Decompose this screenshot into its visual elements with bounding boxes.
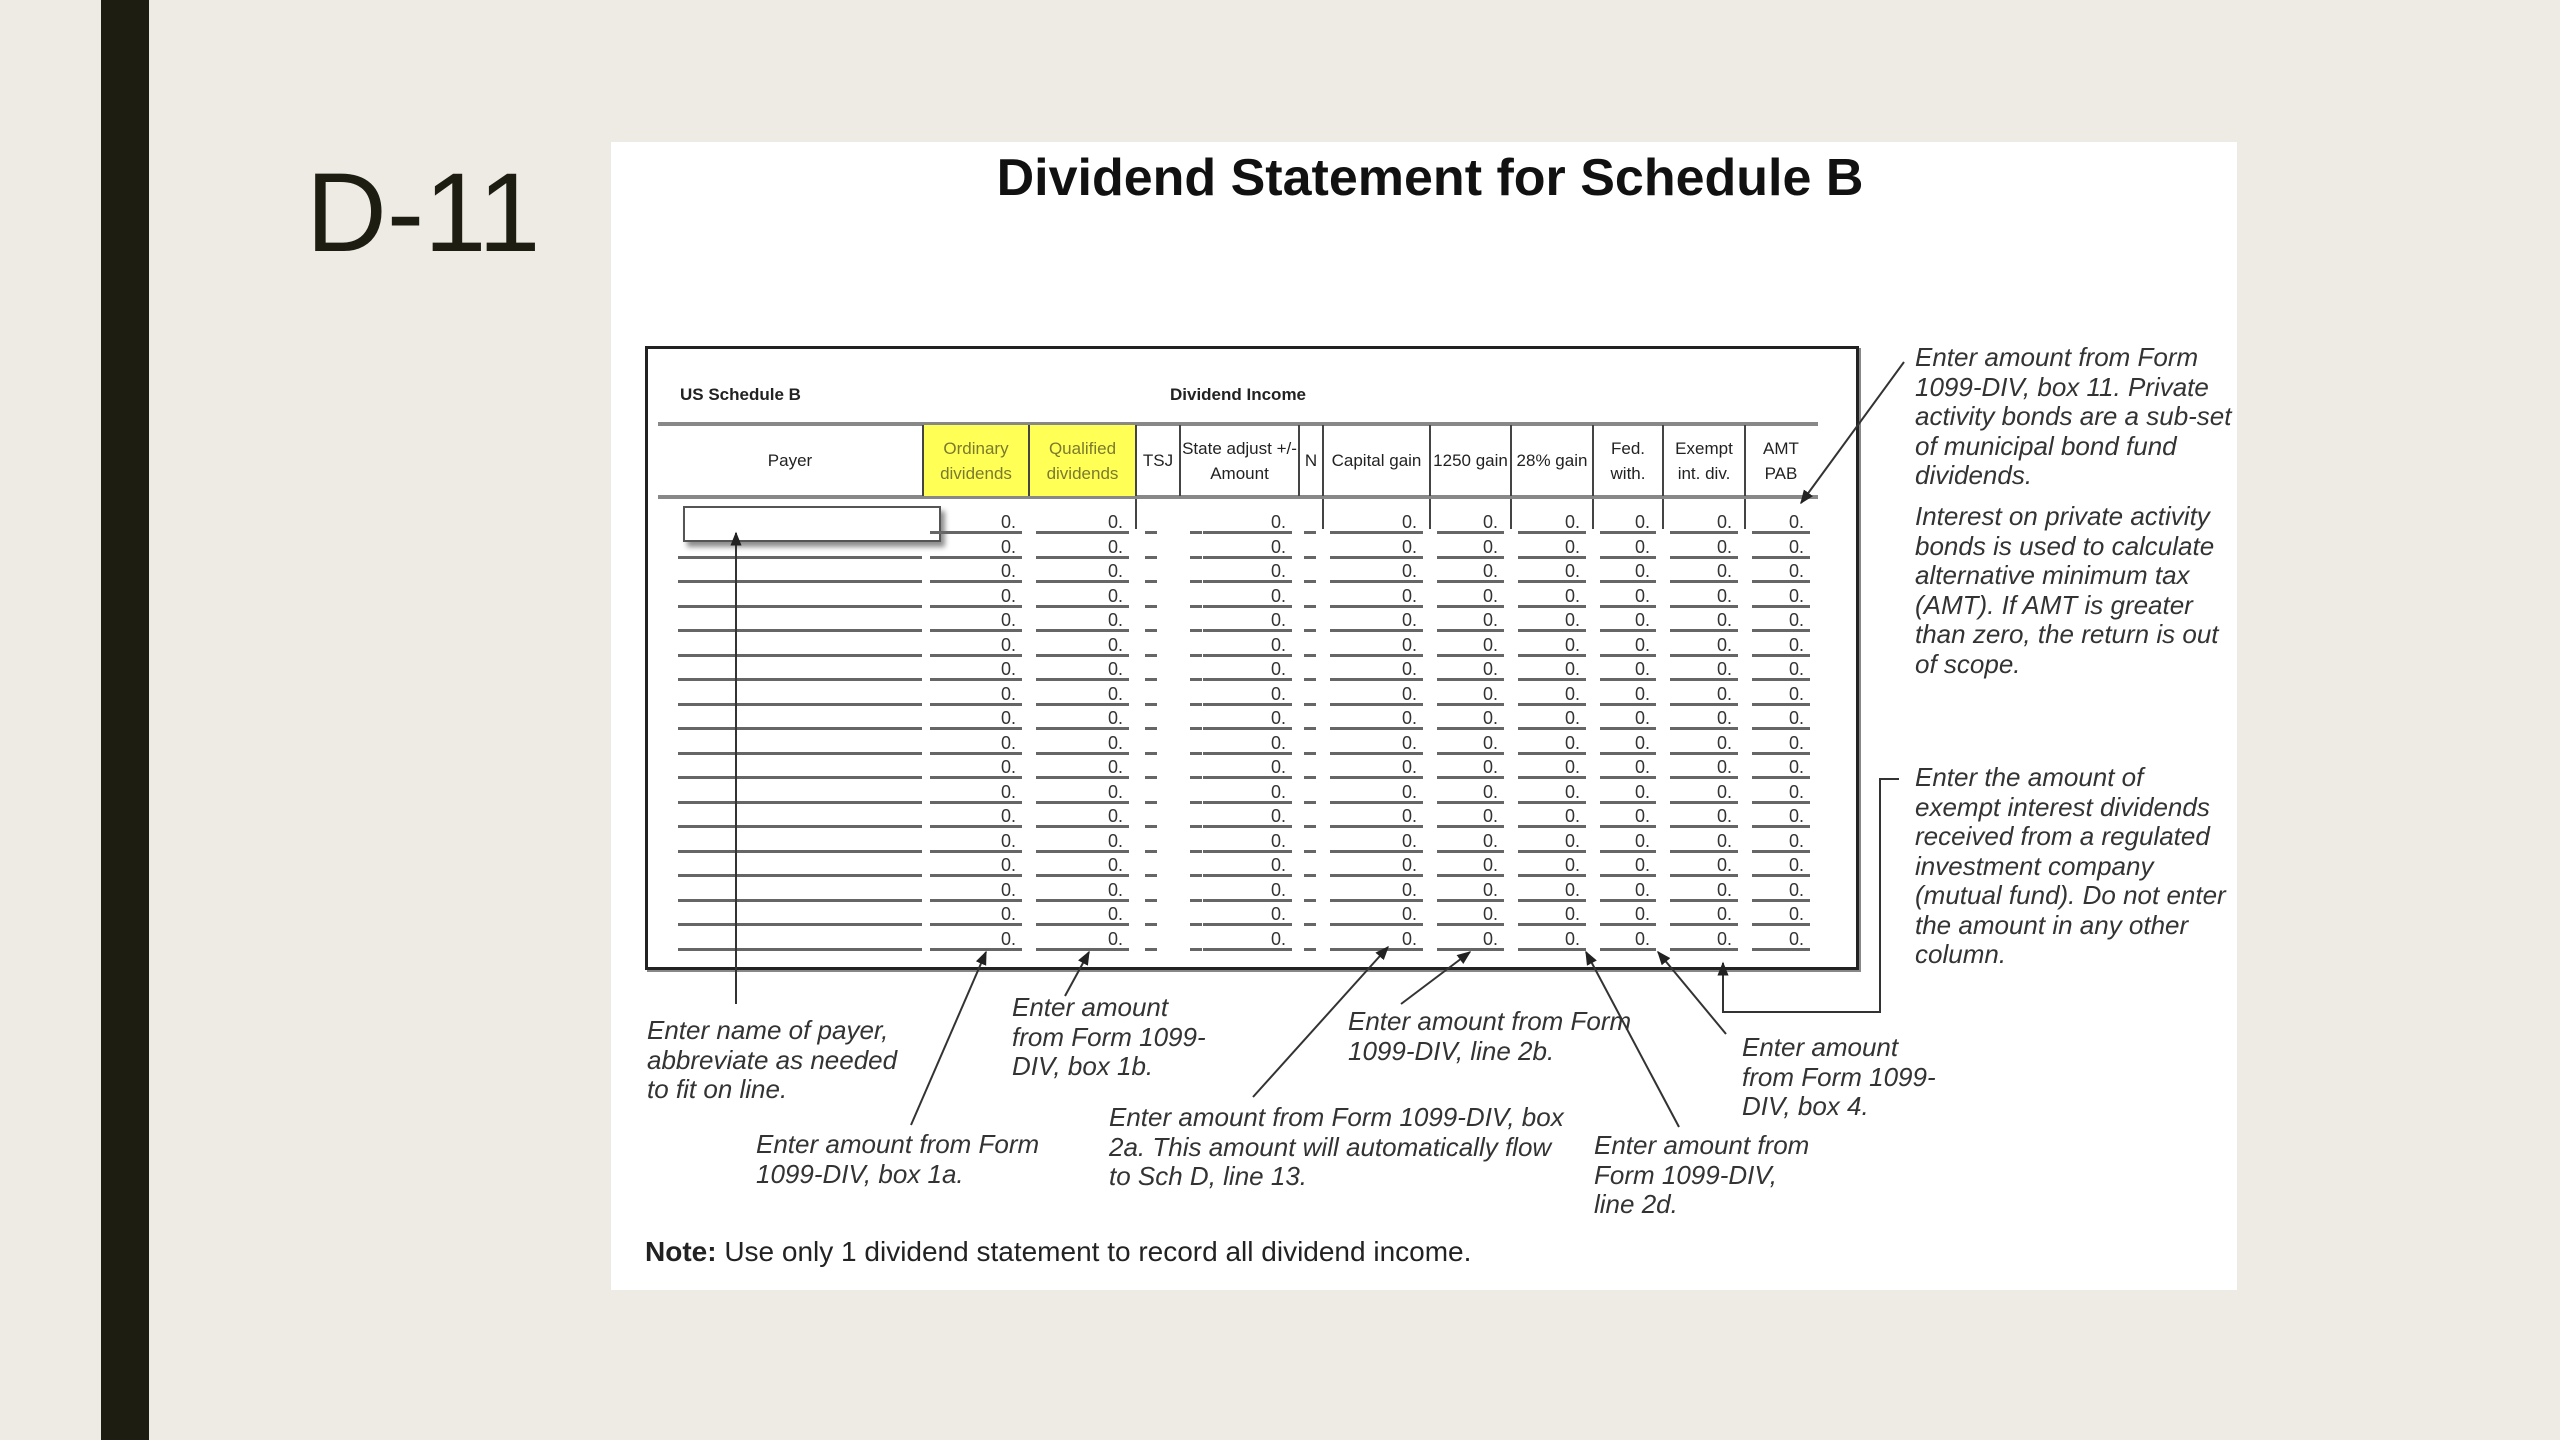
value-field-g1250[interactable]: 0. xyxy=(1437,561,1504,583)
value-field-g1250[interactable]: 0. xyxy=(1437,782,1504,804)
arrow-1250 xyxy=(1401,952,1470,1004)
value-field-exempt[interactable]: 0. xyxy=(1670,806,1738,828)
value-field-capital[interactable]: 0. xyxy=(1330,806,1423,828)
value-field-qualified[interactable]: 0. xyxy=(1036,831,1129,853)
value-field-qualified[interactable]: 0. xyxy=(1036,855,1129,877)
value-field-capital[interactable]: 0. xyxy=(1330,512,1423,534)
value-field-state[interactable]: 0. xyxy=(1203,512,1292,534)
value-field-amt[interactable]: 0. xyxy=(1752,635,1810,657)
value-field-exempt[interactable]: 0. xyxy=(1670,782,1738,804)
value-field-capital[interactable]: 0. xyxy=(1330,880,1423,902)
value-field-state[interactable]: 0. xyxy=(1203,537,1292,559)
value-field-qualified[interactable]: 0. xyxy=(1036,635,1129,657)
value-field-ordinary[interactable]: 0. xyxy=(930,855,1022,877)
value-field-fed[interactable]: 0. xyxy=(1600,757,1656,779)
annotation-box2a: Enter amount from Form 1099-DIV, box 2a. This amount will automatically flow to Sch D, line 13. xyxy=(1109,1102,1564,1191)
value-field-g28[interactable]: 0. xyxy=(1518,831,1586,853)
value-field-state[interactable]: 0. xyxy=(1203,782,1292,804)
column-header-qualified: Qualified dividends xyxy=(1028,425,1135,496)
value-field-capital[interactable]: 0. xyxy=(1330,855,1423,877)
value-field-g28[interactable]: 0. xyxy=(1518,708,1586,730)
value-field-g1250[interactable]: 0. xyxy=(1437,586,1504,608)
value-field-g1250[interactable]: 0. xyxy=(1437,512,1504,534)
column-header-n: N xyxy=(1298,425,1322,496)
value-field-state[interactable]: 0. xyxy=(1203,929,1292,951)
value-field-g1250[interactable]: 0. xyxy=(1437,635,1504,657)
column-header-ordinary: Ordinary dividends xyxy=(922,425,1028,496)
value-field-state[interactable]: 0. xyxy=(1203,586,1292,608)
arrow-capital xyxy=(1253,947,1388,1097)
value-field-amt[interactable]: 0. xyxy=(1752,684,1810,706)
value-field-exempt[interactable]: 0. xyxy=(1670,586,1738,608)
column-header-capital: Capital gain xyxy=(1322,425,1429,496)
annotation-line2b: Enter amount from Form 1099-DIV, line 2b. xyxy=(1348,1006,1632,1066)
value-field-qualified[interactable]: 0. xyxy=(1036,904,1129,926)
value-field-fed[interactable]: 0. xyxy=(1600,904,1656,926)
value-field-g28[interactable]: 0. xyxy=(1518,757,1586,779)
value-field-ordinary[interactable]: 0. xyxy=(930,659,1022,681)
value-field-capital[interactable]: 0. xyxy=(1330,904,1423,926)
value-field-g1250[interactable]: 0. xyxy=(1437,904,1504,926)
value-field-capital[interactable]: 0. xyxy=(1330,782,1423,804)
value-field-g28[interactable]: 0. xyxy=(1518,855,1586,877)
value-field-ordinary[interactable]: 0. xyxy=(930,757,1022,779)
value-field-state[interactable]: 0. xyxy=(1203,806,1292,828)
value-field-g1250[interactable]: 0. xyxy=(1437,537,1504,559)
value-field-capital[interactable]: 0. xyxy=(1330,586,1423,608)
value-field-ordinary[interactable]: 0. xyxy=(930,929,1022,951)
value-field-amt[interactable]: 0. xyxy=(1752,806,1810,828)
value-field-qualified[interactable]: 0. xyxy=(1036,561,1129,583)
arrow-qualified xyxy=(1065,952,1089,996)
value-field-fed[interactable]: 0. xyxy=(1600,708,1656,730)
value-field-exempt[interactable]: 0. xyxy=(1670,610,1738,632)
value-field-exempt[interactable]: 0. xyxy=(1670,635,1738,657)
value-field-state[interactable]: 0. xyxy=(1203,733,1292,755)
column-header-amt: AMT PAB xyxy=(1744,425,1816,496)
value-field-amt[interactable]: 0. xyxy=(1752,512,1810,534)
value-field-g1250[interactable]: 0. xyxy=(1437,684,1504,706)
annotation-payer: Enter name of payer, abbreviate as needed to fit on line. xyxy=(647,1015,898,1104)
value-field-amt[interactable]: 0. xyxy=(1752,782,1810,804)
value-field-exempt[interactable]: 0. xyxy=(1670,659,1738,681)
form-section-title: Dividend Income xyxy=(1169,385,1307,404)
annotation-box1b: Enter amount from Form 1099-DIV, box 1b. xyxy=(1012,992,1206,1081)
value-field-amt[interactable]: 0. xyxy=(1752,904,1810,926)
value-field-fed[interactable]: 0. xyxy=(1600,929,1656,951)
value-field-fed[interactable]: 0. xyxy=(1600,561,1656,583)
value-field-fed[interactable]: 0. xyxy=(1600,733,1656,755)
value-field-ordinary[interactable]: 0. xyxy=(930,586,1022,608)
value-field-state[interactable]: 0. xyxy=(1203,659,1292,681)
value-field-amt[interactable]: 0. xyxy=(1752,757,1810,779)
column-header-exempt: Exempt int. div. xyxy=(1662,425,1744,496)
value-field-capital[interactable]: 0. xyxy=(1330,684,1423,706)
value-field-exempt[interactable]: 0. xyxy=(1670,757,1738,779)
value-field-state[interactable]: 0. xyxy=(1203,561,1292,583)
value-field-amt[interactable]: 0. xyxy=(1752,659,1810,681)
value-field-fed[interactable]: 0. xyxy=(1600,659,1656,681)
column-header-g28: 28% gain xyxy=(1510,425,1592,496)
value-field-qualified[interactable]: 0. xyxy=(1036,512,1129,534)
value-field-capital[interactable]: 0. xyxy=(1330,659,1423,681)
annotation-exempt: Enter the amount of exempt interest dividends received from a regulated investment company (mutual fund). Do not enter the amount in any other column. xyxy=(1915,762,2226,969)
note-text: Use only 1 dividend statement to record all dividend income. xyxy=(716,1236,1472,1267)
value-field-g28[interactable]: 0. xyxy=(1518,610,1586,632)
value-field-exempt[interactable]: 0. xyxy=(1670,512,1738,534)
value-field-exempt[interactable]: 0. xyxy=(1670,831,1738,853)
value-field-capital[interactable]: 0. xyxy=(1330,561,1423,583)
value-field-g1250[interactable]: 0. xyxy=(1437,929,1504,951)
value-field-fed[interactable]: 0. xyxy=(1600,610,1656,632)
value-field-g28[interactable]: 0. xyxy=(1518,684,1586,706)
value-field-g1250[interactable]: 0. xyxy=(1437,880,1504,902)
value-field-amt[interactable]: 0. xyxy=(1752,537,1810,559)
arrow-amt xyxy=(1801,362,1904,503)
column-header-payer: Payer xyxy=(767,451,813,470)
value-field-exempt[interactable]: 0. xyxy=(1670,855,1738,877)
value-field-state[interactable]: 0. xyxy=(1203,904,1292,926)
value-field-ordinary[interactable]: 0. xyxy=(930,831,1022,853)
value-field-qualified[interactable]: 0. xyxy=(1036,586,1129,608)
annotation-box1a: Enter amount from Form 1099-DIV, box 1a. xyxy=(756,1129,1040,1189)
value-field-capital[interactable]: 0. xyxy=(1330,831,1423,853)
value-field-capital[interactable]: 0. xyxy=(1330,635,1423,657)
value-field-g1250[interactable]: 0. xyxy=(1437,855,1504,877)
value-field-exempt[interactable]: 0. xyxy=(1670,708,1738,730)
value-field-state[interactable]: 0. xyxy=(1203,635,1292,657)
value-field-exempt[interactable]: 0. xyxy=(1670,904,1738,926)
arrow-exempt xyxy=(1723,779,1899,1012)
value-field-amt[interactable]: 0. xyxy=(1752,708,1810,730)
arrow-ordinary xyxy=(911,952,986,1125)
value-field-fed[interactable]: 0. xyxy=(1600,684,1656,706)
value-field-capital[interactable]: 0. xyxy=(1330,733,1423,755)
slide-number: D-11 xyxy=(306,150,541,275)
value-field-qualified[interactable]: 0. xyxy=(1036,610,1129,632)
value-field-state[interactable]: 0. xyxy=(1203,831,1292,853)
value-field-ordinary[interactable]: 0. xyxy=(930,708,1022,730)
value-field-fed[interactable]: 0. xyxy=(1600,806,1656,828)
value-field-g28[interactable]: 0. xyxy=(1518,806,1586,828)
value-field-state[interactable]: 0. xyxy=(1203,684,1292,706)
value-field-amt[interactable]: 0. xyxy=(1752,561,1810,583)
value-field-g1250[interactable]: 0. xyxy=(1437,708,1504,730)
value-field-qualified[interactable]: 0. xyxy=(1036,708,1129,730)
value-field-g28[interactable]: 0. xyxy=(1518,904,1586,926)
arrow-28 xyxy=(1586,952,1679,1127)
value-field-capital[interactable]: 0. xyxy=(1330,757,1423,779)
value-field-qualified[interactable]: 0. xyxy=(1036,537,1129,559)
value-field-g28[interactable]: 0. xyxy=(1518,782,1586,804)
value-field-g1250[interactable]: 0. xyxy=(1437,610,1504,632)
value-field-ordinary[interactable]: 0. xyxy=(930,512,1022,534)
value-field-exempt[interactable]: 0. xyxy=(1670,684,1738,706)
value-field-g28[interactable]: 0. xyxy=(1518,635,1586,657)
value-field-capital[interactable]: 0. xyxy=(1330,610,1423,632)
value-field-state[interactable]: 0. xyxy=(1203,708,1292,730)
value-field-state[interactable]: 0. xyxy=(1203,855,1292,877)
value-field-qualified[interactable]: 0. xyxy=(1036,757,1129,779)
value-field-capital[interactable]: 0. xyxy=(1330,708,1423,730)
value-field-ordinary[interactable]: 0. xyxy=(930,537,1022,559)
value-field-g28[interactable]: 0. xyxy=(1518,929,1586,951)
annotation-amt: Interest on private activity bonds is used to calculate alternative minimum tax (AMT). If AMT is greater than zero, the return is out of scope. xyxy=(1915,501,2219,679)
value-field-ordinary[interactable]: 0. xyxy=(930,880,1022,902)
value-field-amt[interactable]: 0. xyxy=(1752,733,1810,755)
value-field-amt[interactable]: 0. xyxy=(1752,610,1810,632)
value-field-capital[interactable]: 0. xyxy=(1330,929,1423,951)
value-field-amt[interactable]: 0. xyxy=(1752,880,1810,902)
column-header-g1250: 1250 gain xyxy=(1429,425,1510,496)
value-field-qualified[interactable]: 0. xyxy=(1036,929,1129,951)
value-field-amt[interactable]: 0. xyxy=(1752,831,1810,853)
note-label: Note: xyxy=(645,1236,717,1267)
value-field-capital[interactable]: 0. xyxy=(1330,537,1423,559)
value-field-ordinary[interactable]: 0. xyxy=(930,684,1022,706)
value-field-exempt[interactable]: 0. xyxy=(1670,537,1738,559)
value-field-g28[interactable]: 0. xyxy=(1518,512,1586,534)
value-field-state[interactable]: 0. xyxy=(1203,757,1292,779)
value-field-ordinary[interactable]: 0. xyxy=(930,733,1022,755)
value-field-ordinary[interactable]: 0. xyxy=(930,904,1022,926)
value-field-g28[interactable]: 0. xyxy=(1518,733,1586,755)
value-field-ordinary[interactable]: 0. xyxy=(930,635,1022,657)
page-title: Dividend Statement for Schedule B xyxy=(996,149,1864,207)
value-field-qualified[interactable]: 0. xyxy=(1036,806,1129,828)
value-field-qualified[interactable]: 0. xyxy=(1036,659,1129,681)
value-field-fed[interactable]: 0. xyxy=(1600,855,1656,877)
annotation-line2d: Enter amount from Form 1099-DIV, line 2d. xyxy=(1594,1130,1810,1219)
value-field-amt[interactable]: 0. xyxy=(1752,929,1810,951)
annotation-box11: Enter amount from Form 1099-DIV, box 11. Private activity bonds are a sub-set of municipal bond fund dividends. xyxy=(1915,342,2232,490)
value-field-exempt[interactable]: 0. xyxy=(1670,929,1738,951)
column-header-tsj: TSJ xyxy=(1135,425,1179,496)
value-field-g1250[interactable]: 0. xyxy=(1437,659,1504,681)
value-field-fed[interactable]: 0. xyxy=(1600,782,1656,804)
value-field-state[interactable]: 0. xyxy=(1203,610,1292,632)
value-field-fed[interactable]: 0. xyxy=(1600,586,1656,608)
value-field-exempt[interactable]: 0. xyxy=(1670,733,1738,755)
value-field-fed[interactable]: 0. xyxy=(1600,880,1656,902)
value-field-g28[interactable]: 0. xyxy=(1518,659,1586,681)
value-field-fed[interactable]: 0. xyxy=(1600,831,1656,853)
value-field-g1250[interactable]: 0. xyxy=(1437,831,1504,853)
annotation-box4: Enter amount from Form 1099-DIV, box 4. xyxy=(1742,1032,1936,1121)
value-field-ordinary[interactable]: 0. xyxy=(930,610,1022,632)
column-header-fed: Fed. with. xyxy=(1592,425,1662,496)
form-name: US Schedule B xyxy=(680,385,801,404)
value-field-g1250[interactable]: 0. xyxy=(1437,806,1504,828)
value-field-qualified[interactable]: 0. xyxy=(1036,782,1129,804)
value-field-amt[interactable]: 0. xyxy=(1752,855,1810,877)
value-field-fed[interactable]: 0. xyxy=(1600,635,1656,657)
value-field-ordinary[interactable]: 0. xyxy=(930,561,1022,583)
value-field-ordinary[interactable]: 0. xyxy=(930,782,1022,804)
value-field-fed[interactable]: 0. xyxy=(1600,512,1656,534)
value-field-g28[interactable]: 0. xyxy=(1518,880,1586,902)
value-field-g1250[interactable]: 0. xyxy=(1437,733,1504,755)
value-field-g28[interactable]: 0. xyxy=(1518,561,1586,583)
arrow-fed xyxy=(1658,952,1726,1034)
value-field-qualified[interactable]: 0. xyxy=(1036,733,1129,755)
value-field-amt[interactable]: 0. xyxy=(1752,586,1810,608)
value-field-g28[interactable]: 0. xyxy=(1518,586,1586,608)
value-field-g1250[interactable]: 0. xyxy=(1437,757,1504,779)
value-field-g28[interactable]: 0. xyxy=(1518,537,1586,559)
value-field-exempt[interactable]: 0. xyxy=(1670,561,1738,583)
value-field-exempt[interactable]: 0. xyxy=(1670,880,1738,902)
value-field-qualified[interactable]: 0. xyxy=(1036,880,1129,902)
value-field-qualified[interactable]: 0. xyxy=(1036,684,1129,706)
value-field-ordinary[interactable]: 0. xyxy=(930,806,1022,828)
value-field-fed[interactable]: 0. xyxy=(1600,537,1656,559)
value-field-state[interactable]: 0. xyxy=(1203,880,1292,902)
column-header-state: State adjust +/- Amount xyxy=(1179,425,1298,496)
